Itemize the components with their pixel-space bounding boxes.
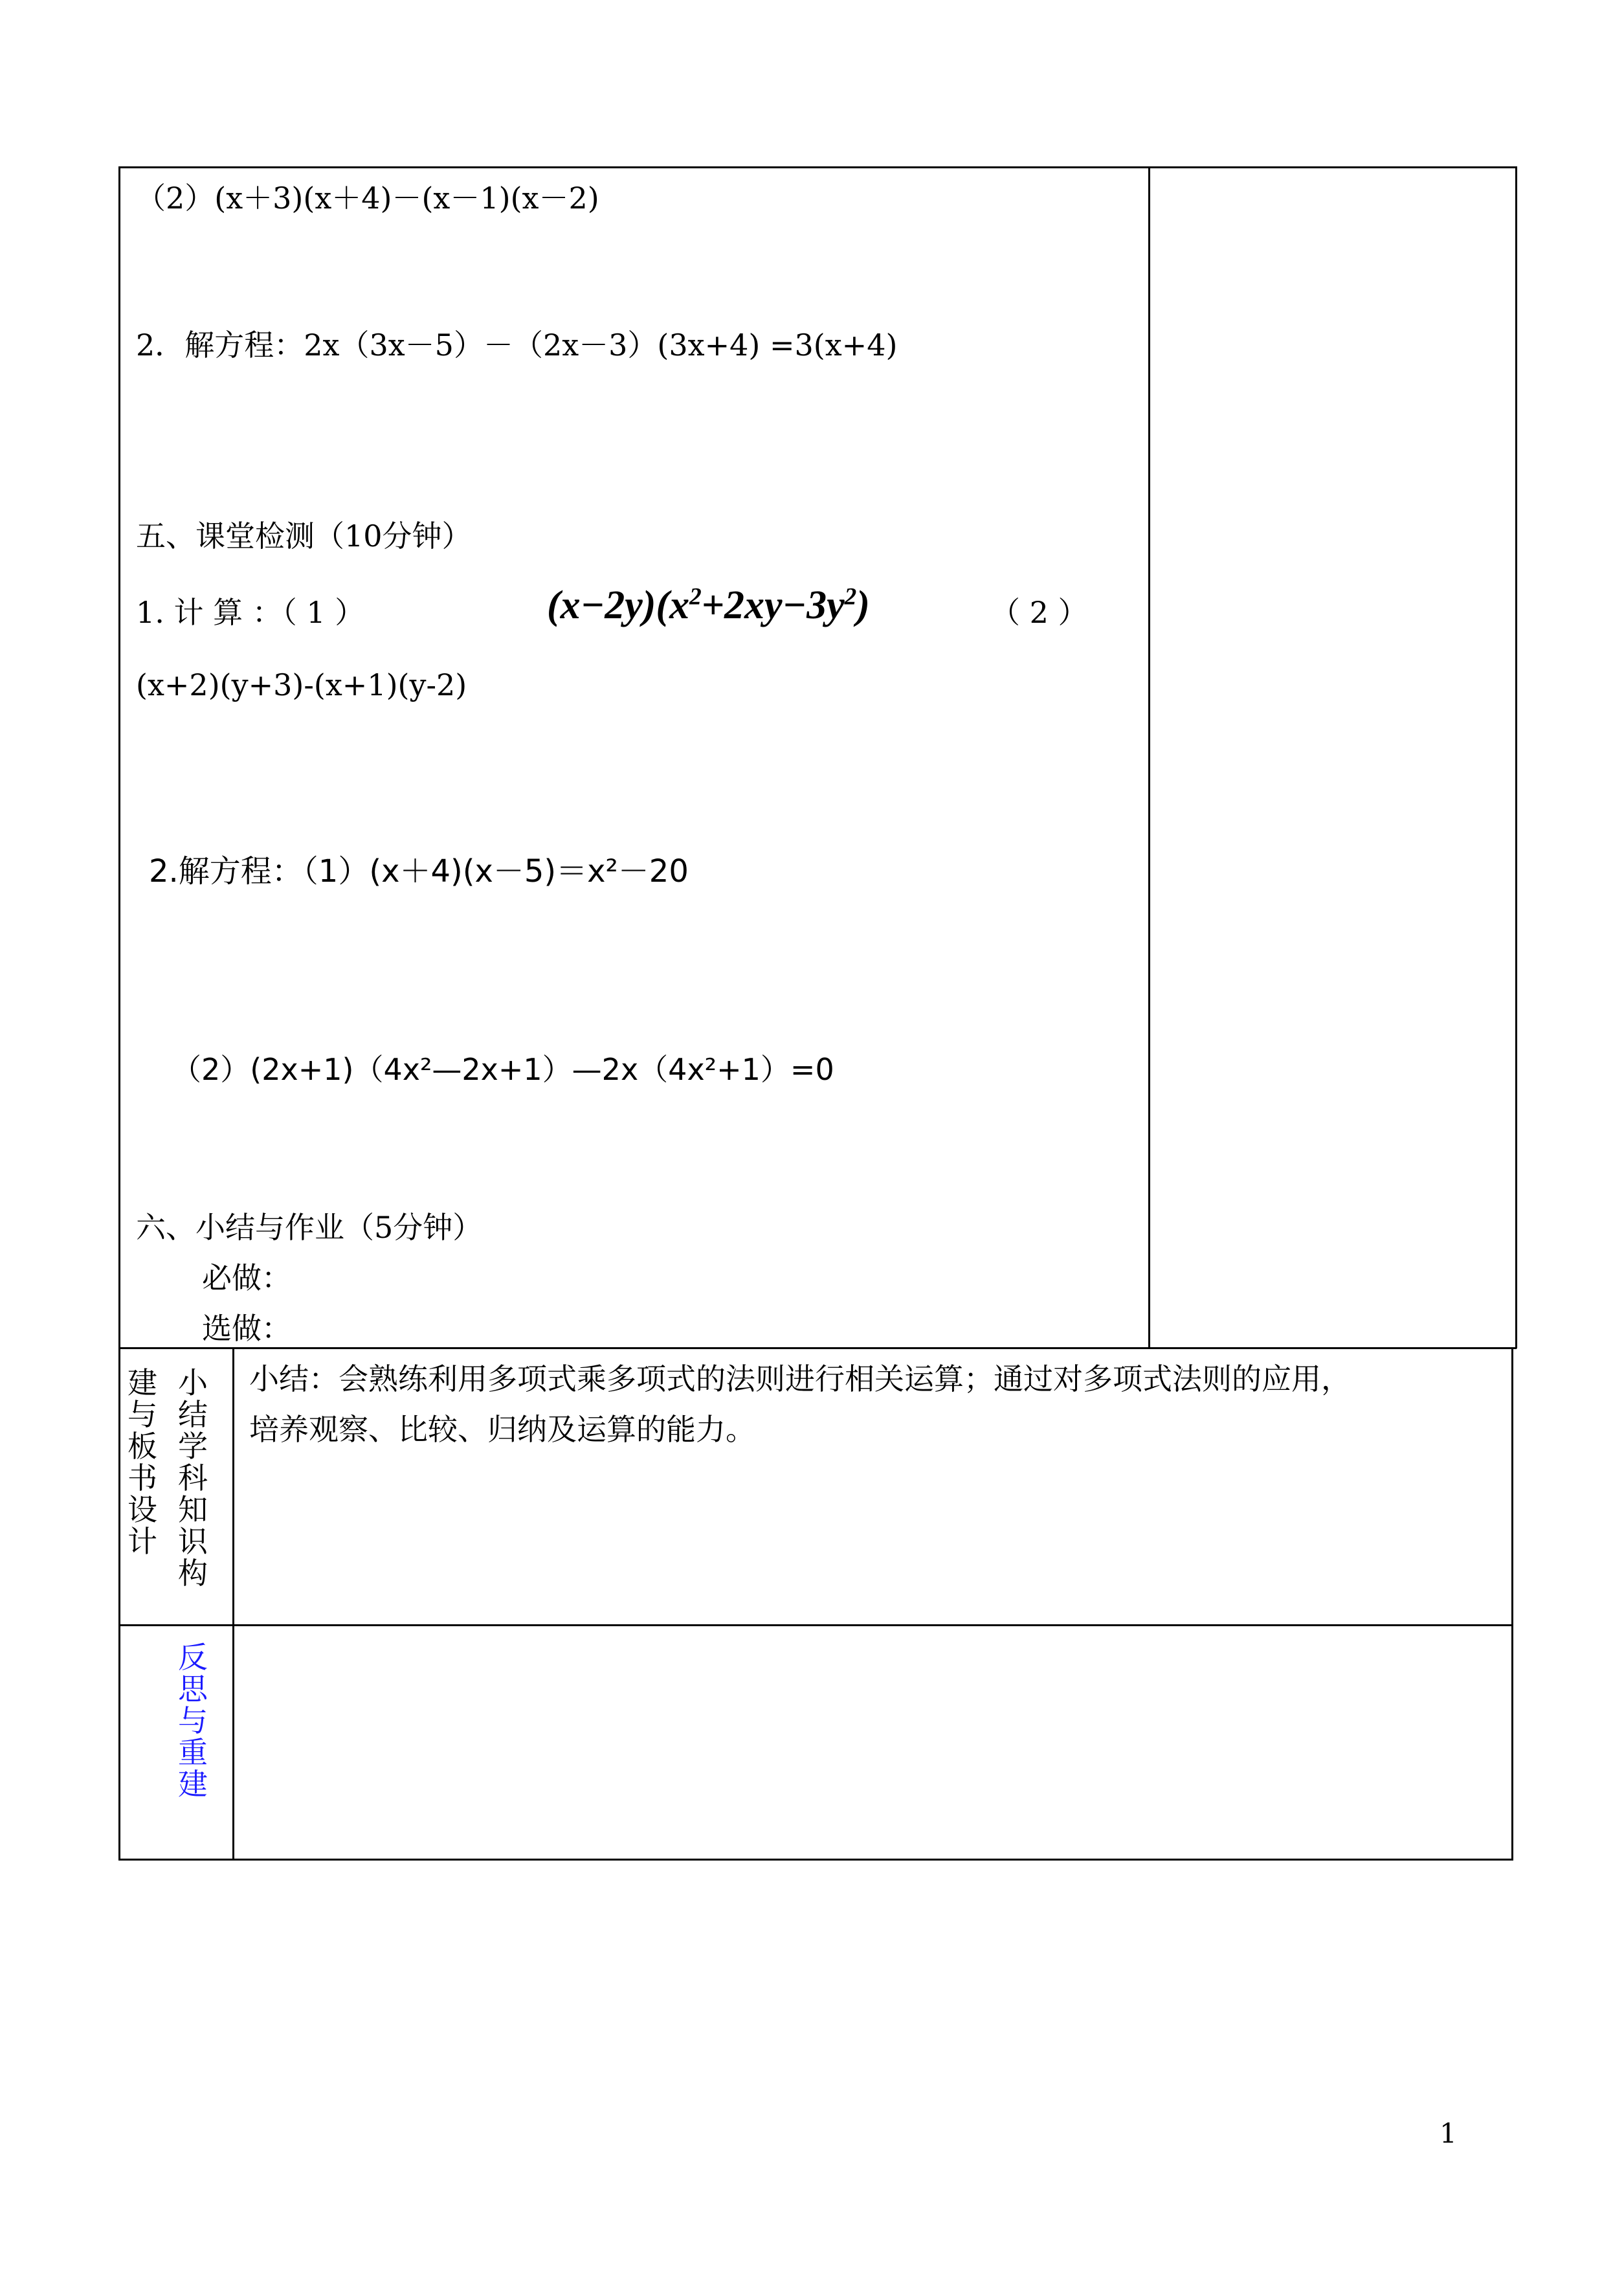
section5-heading: 五、课堂检测（10分钟） — [136, 519, 472, 554]
q1-part2-expression: (x+2)(y+3)-(x+1)(y-2) — [136, 667, 467, 702]
reflection-label: 反思与重建 — [178, 1640, 208, 1802]
summary-content-line1: 小结：会熟练利用多项式乘多项式的法则进行相关运算；通过对多项式法则的应用， — [249, 1361, 1351, 1396]
q1-formula: $(x-2y)(x^2+2xy-3y^2)$ — [547, 583, 870, 627]
table-right-border-upper — [1515, 166, 1517, 1348]
table-top-border — [118, 166, 1517, 168]
page-number: 1 — [1440, 2118, 1457, 2149]
table-bottom-border — [118, 1859, 1513, 1861]
label-column-divider — [232, 1347, 234, 1861]
summary-content-line2: 培养观察、比较、归纳及运算的能力。 — [249, 1412, 755, 1447]
table-left-border — [118, 166, 120, 1861]
table-right-border-lower — [1511, 1347, 1513, 1861]
row-divider-lower — [118, 1624, 1513, 1626]
q1-prefix: 1. 计 算 ：（ 1 ） — [136, 595, 365, 630]
column-divider-upper — [1148, 166, 1150, 1348]
row-divider-upper — [118, 1347, 1517, 1349]
homework-optional: 选做： — [202, 1311, 291, 1346]
item2-calc: （2）(x＋3)(x＋4)－(x－1)(x－2) — [136, 181, 599, 216]
summary-label-col1: 建与板书设计 — [128, 1365, 157, 1559]
q1-part2-label: （ 2 ） — [990, 595, 1088, 630]
summary-label-col2: 小结学科知识构 — [178, 1365, 208, 1591]
q2-part2: （2）(2x+1)（4x²—2x+1）—2x（4x²+1）=0 — [172, 1052, 834, 1087]
q2-title: 2.解方程：（1）(x＋4)(x－5)＝x²－20 — [149, 853, 689, 889]
section6-heading: 六、小结与作业（5分钟） — [136, 1210, 483, 1245]
homework-required: 必做： — [202, 1260, 291, 1295]
question2-solve-equation: 2．解方程：2x（3x－5）－（2x－3）(3x+4) =3(x+4) — [136, 328, 898, 363]
